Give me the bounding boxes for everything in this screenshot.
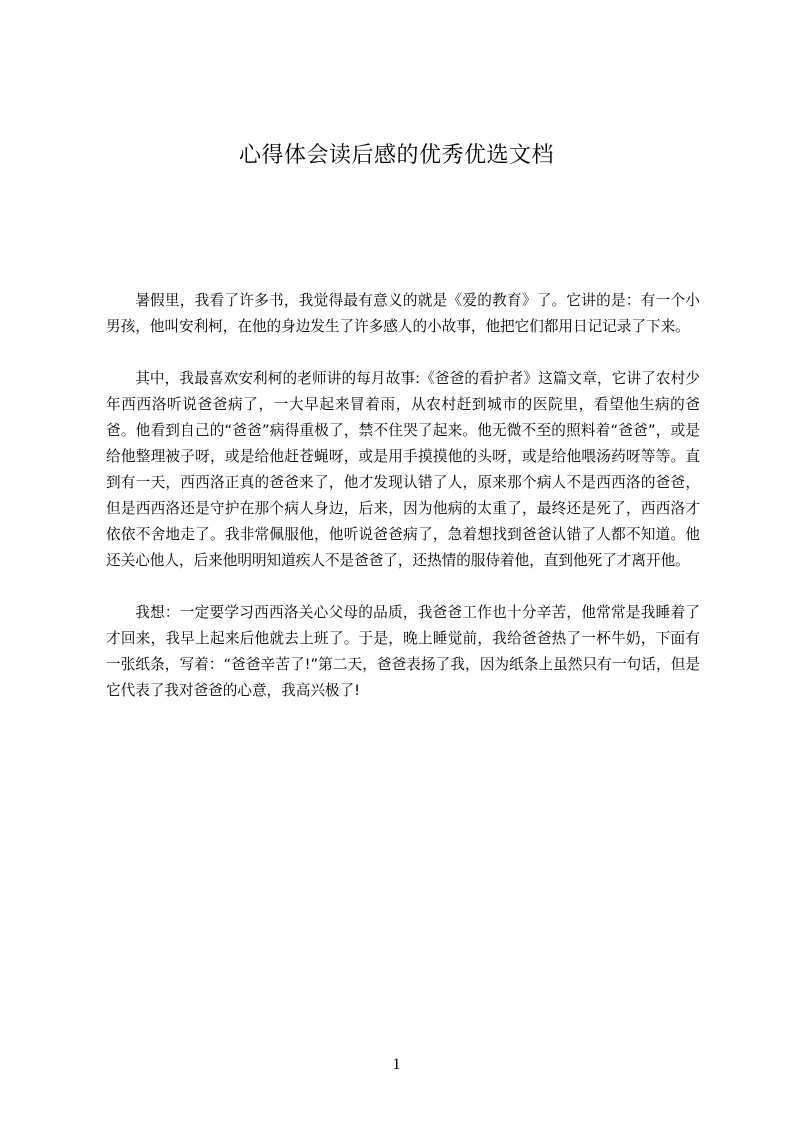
paragraph-1: 暑假里，我看了许多书，我觉得最有意义的就是《爱的教育》了。它讲的是：有一个小男孩，他叫安利柯，在他的身边发生了许多感人的小故事，他把它们都用日记记录了下来。: [106, 292, 700, 335]
paragraph-3: 我想：一定要学习西西洛关心父母的品质，我爸爸工作也十分辛苦，他常常是我睡着了才回来，我早上起来后他就去上班了。于是，晚上睡觉前，我给爸爸热了一杯牛奶，下面有一张纸条，写着：“爸爸辛苦了!”第二天，爸爸表扬了我，因为纸条上虽然只有一句话，但是它代表了我对爸爸的心意，我高兴极了!: [106, 604, 700, 699]
document-body: [106, 288, 700, 730]
paragraph-2: 其中，我最喜欢安利柯的老师讲的每月故事:《爸爸的看护者》这篇文章，它讲了农村少年西西洛听说爸爸病了，一大早起来冒着雨，从农村赶到城市的医院里，看望他生病的爸爸。他看到自己的“爸爸”病得重极了，禁不住哭了起来。他无微不至的照料着“爸爸”，或是给他整理被子呀，或是给他赶苍蝇呀，或是用手摸摸他的头呀，或是给他喂汤药呀等等。直到有一天，西西洛正真的爸爸来了，他才发现认错了人，原来那个病人不是西西洛的爸爸，但是西西洛还是守护在那个病人身边，后来，因为他病的太重了，最终还是死了，西西洛才依依不舍地走了。我非常佩服他，他听说爸爸病了，急着想找到爸爸认错了人都不知道。他还关心他人，后来他明明知道疾人不是爸爸了，还热情的服侍着他，直到他死了才离开他。: [106, 370, 700, 569]
document-title: 心得体会读后感的优秀优选文档: [238, 143, 554, 168]
page-number: 1: [392, 1056, 401, 1073]
